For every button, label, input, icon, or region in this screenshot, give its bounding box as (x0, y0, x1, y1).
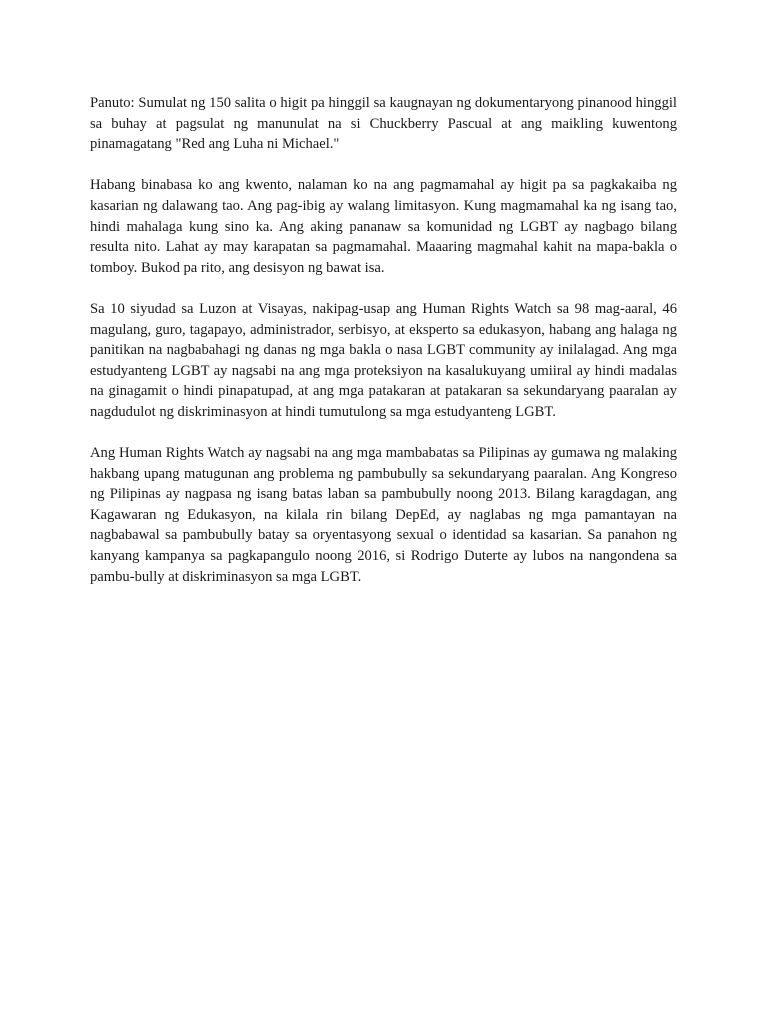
body-paragraph-2: Sa 10 siyudad sa Luzon at Visayas, nakipag-usap ang Human Rights Watch sa 98 mag-aaral, 46 magulang, guro, tagapayo, administrador, serbisyo, at eksperto sa edukasyon, habang ang halaga ng panitikan na nagbabahagi ng danas ng mga bakla o nasa LGBT community ay inilalagad. Ang mga estudyanteng LGBT ay nagsabi na ang mga proteksiyon na kasalukuyang umiiral ay hindi madalas na ginagamit o hindi pinapatupad, at ang mga patakaran at patakaran sa sekundaryang paaralan ay nagdudulot ng diskriminasyon at hindi tumutulong sa mga estudyanteng LGBT. (90, 300, 677, 420)
body-paragraph-1: Habang binabasa ko ang kwento, nalaman ko na ang pagmamahal ay higit pa sa pagkakaiba ng kasarian ng dalawang tao. Ang pag-ibig ay walang limitasyon. Kung magmamahal ka ng isang tao, hindi mahalaga kung sino ka. Ang aking pananaw sa komunidad ng LGBT ay nagbago bilang resulta nito. Lahat ay may karapatan sa pagmamahal. Maaaring magmahal kahit na mapa-bakla o tomboy. Bukod pa rito, ang desisyon ng bawat isa. (90, 177, 677, 276)
document-body (90, 93, 677, 608)
body-paragraph-3: Ang Human Rights Watch ay nagsabi na ang mga mambabatas sa Pilipinas ay gumawa ng malaking hakbang upang matugunan ang problema ng pambubully sa sekundaryang paaralan. Ang Kongreso ng Pilipinas ay nagpasa ng isang batas laban sa pambubully noong 2013. Bilang karagdagan, ang Kagawaran ng Edukasyon, na kilala rin bilang DepEd, ay naglabas ng mga pamantayan na nagbabawal sa pambubully batay sa oryentasyong sexual o identidad sa kasarian. Sa panahon ng kanyang kampanya sa pagkapangulo noong 2016, si Rodrigo Duterte ay lubos na nangondena sa pambu-bully at diskriminasyon sa mga LGBT. (90, 445, 677, 585)
instruction-paragraph: Panuto: Sumulat ng 150 salita o higit pa hinggil sa kaugnayan ng dokumentaryong pinanood hinggil sa buhay at pagsulat ng manunulat na si Chuckberry Pascual at ang maikling kuwentong pinamagatang "Red ang Luha ni Michael." (90, 95, 677, 153)
